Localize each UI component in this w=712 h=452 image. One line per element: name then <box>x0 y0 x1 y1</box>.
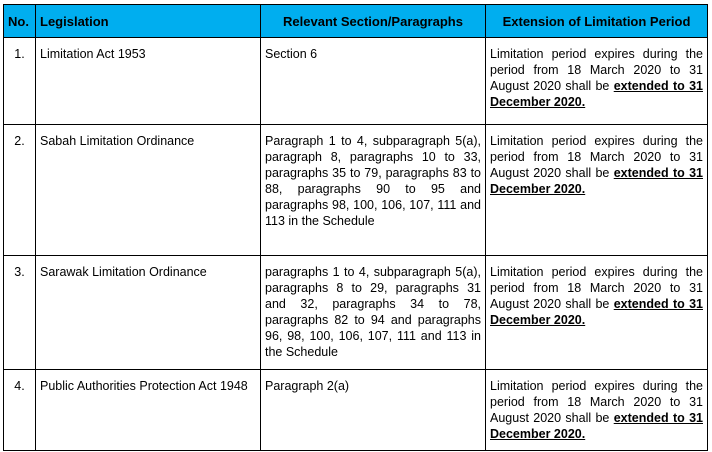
section-cell: Section 6 <box>261 38 486 125</box>
header-extension: Extension of Limitation Period <box>486 5 708 38</box>
header-no: No. <box>4 5 36 38</box>
header-legislation: Legislation <box>36 5 261 38</box>
legislation-cell: Public Authorities Protection Act 1948 <box>36 370 261 451</box>
header-section: Relevant Section/Paragraphs <box>261 5 486 38</box>
extension-text: Limitation period expires during the period from 18 March 2020 to 31 August 2020 shall be <box>490 134 703 180</box>
document-page <box>3 4 708 451</box>
legislation-cell: Sarawak Limitation Ordinance <box>36 256 261 370</box>
limitation-extension-table <box>3 4 708 451</box>
extension-cell <box>486 125 708 256</box>
row-number: 1. <box>4 38 36 125</box>
row-number: 3. <box>4 256 36 370</box>
table-row <box>4 125 708 256</box>
section-cell: paragraphs 1 to 4, subparagraph 5(a), paragraphs 8 to 29, paragraphs 31 and 32, paragraphs 34 to 78, paragraphs 82 to 94 and paragraphs 96, 98, 100, 106, 107, 111 and 113 in the Schedule <box>261 256 486 370</box>
extension-emphasis: extended to 31 December 2020. <box>490 79 703 109</box>
extension-text: Limitation period expires during the period from 18 March 2020 to 31 August 2020 shall be <box>490 379 703 425</box>
extension-cell <box>486 38 708 125</box>
table-row <box>4 38 708 125</box>
extension-text: Limitation period expires during the period from 18 March 2020 to 31 August 2020 shall be <box>490 47 703 93</box>
table-row <box>4 256 708 370</box>
row-number: 4. <box>4 370 36 451</box>
extension-cell <box>486 370 708 451</box>
table-row <box>4 370 708 451</box>
section-cell: Paragraph 1 to 4, subparagraph 5(a), paragraph 8, paragraphs 10 to 33, paragraphs 35 to 79, paragraphs 83 to 88, paragraphs 90 to 95 and paragraphs 98, 100, 106, 107, 111 and 113 in the Schedule <box>261 125 486 256</box>
extension-text: Limitation period expires during the period from 18 March 2020 to 31 August 2020 shall be <box>490 265 703 311</box>
extension-cell <box>486 256 708 370</box>
extension-emphasis: extended to 31 December 2020. <box>490 411 703 441</box>
section-cell: Paragraph 2(a) <box>261 370 486 451</box>
row-number: 2. <box>4 125 36 256</box>
legislation-cell: Limitation Act 1953 <box>36 38 261 125</box>
table-header-row <box>4 5 708 38</box>
extension-emphasis: extended to 31 December 2020. <box>490 166 703 196</box>
extension-emphasis: extended to 31 December 2020. <box>490 297 703 327</box>
legislation-cell: Sabah Limitation Ordinance <box>36 125 261 256</box>
